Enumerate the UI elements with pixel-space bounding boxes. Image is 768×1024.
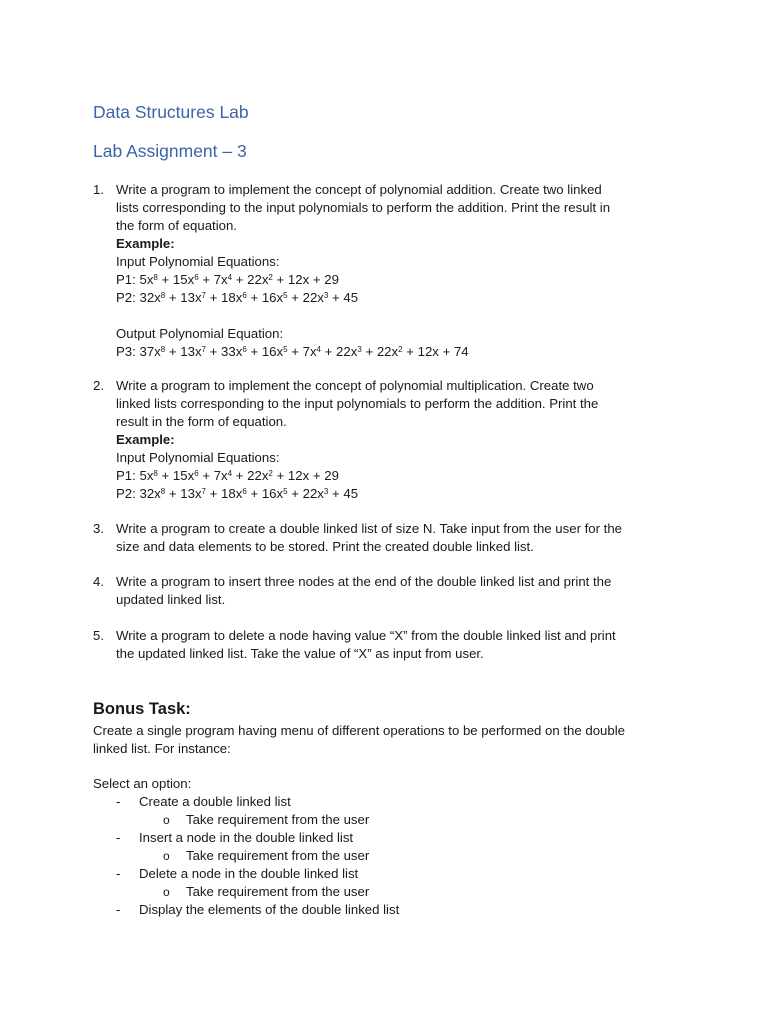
question-3 xyxy=(93,520,683,556)
question-5 xyxy=(93,627,683,663)
question-number: 1. xyxy=(93,182,104,197)
menu-option-label: Insert a node in the double linked list xyxy=(139,830,354,845)
bonus-description-line: Create a single program having menu of different operations to be performed on the double xyxy=(93,723,625,738)
question-text-line: the form of equation. xyxy=(116,218,237,233)
question-text-line: result in the form of equation. xyxy=(116,414,287,429)
question-2 xyxy=(93,377,683,503)
question-text-line: updated linked list. xyxy=(116,592,226,607)
dash-bullet: - xyxy=(116,902,121,917)
menu-option-label: Display the elements of the double linked list xyxy=(139,902,400,917)
input-label: Input Polynomial Equations: xyxy=(116,254,280,269)
question-text-line: Write a program to implement the concept of polynomial multiplication. Create two xyxy=(116,378,594,393)
select-option-label: Select an option: xyxy=(93,776,192,791)
question-text-line: Write a program to insert three nodes at the end of the double linked list and print the xyxy=(116,574,612,589)
bonus-description xyxy=(93,722,625,758)
assignment-subtitle: Lab Assignment – 3 xyxy=(93,141,247,161)
input-label: Input Polynomial Equations: xyxy=(116,450,280,465)
question-text-line: lists corresponding to the input polynomials to perform the addition. Print the result in xyxy=(116,200,611,215)
polynomial-p3: P3: $37x^8 + 13x^7 + 33x^6 + 16x^5 + 7x^4 + 22x^3 + 22x^2 + 12x + 74$ xyxy=(116,344,469,359)
question-1 xyxy=(93,181,683,361)
question-number: 4. xyxy=(93,574,104,589)
dash-bullet: - xyxy=(116,866,121,881)
circle-bullet-icon: o xyxy=(163,849,170,863)
output-label: Output Polynomial Equation: xyxy=(116,326,284,341)
sub-option-label: Take requirement from the user xyxy=(186,812,370,827)
question-text-line: the updated linked list. Take the value of “X” as input from user. xyxy=(116,646,484,661)
sub-option-label: Take requirement from the user xyxy=(186,884,370,899)
bonus-description-line: linked list. For instance: xyxy=(93,741,231,756)
question-text-line: linked lists corresponding to the input polynomials to perform the addition. Print the xyxy=(116,396,599,411)
polynomial-p2: P2: $32x^8 + 13x^7 + 18x^6 + 16x^5 + 22x^3 + 45$ xyxy=(116,290,359,305)
document-title: Data Structures Lab xyxy=(93,102,249,122)
circle-bullet-icon: o xyxy=(163,813,170,827)
question-number: 5. xyxy=(93,628,104,643)
example-label: Example: xyxy=(116,432,175,447)
question-number: 2. xyxy=(93,378,104,393)
spacer xyxy=(116,307,683,325)
question-text-line: Write a program to create a double linked list of size N. Take input from the user for the xyxy=(116,521,623,536)
dash-bullet: - xyxy=(116,794,121,809)
dash-bullet: - xyxy=(116,830,121,845)
question-number: 3. xyxy=(93,521,104,536)
question-text-line: size and data elements to be stored. Print the created double linked list. xyxy=(116,539,534,554)
menu-option-label: Create a double linked list xyxy=(139,794,291,809)
question-text-line: Write a program to implement the concept of polynomial addition. Create two linked xyxy=(116,182,602,197)
polynomial-p1: P1: $5x^8 + 15x^6 + 7x^4 + 22x^2 + 12x + 29$ xyxy=(116,468,339,483)
circle-bullet-icon: o xyxy=(163,885,170,899)
polynomial-p2: P2: $32x^8 + 13x^7 + 18x^6 + 16x^5 + 22x^3 + 45$ xyxy=(116,486,359,501)
question-4 xyxy=(93,573,683,609)
menu-option-label: Delete a node in the double linked list xyxy=(139,866,359,881)
sub-option-label: Take requirement from the user xyxy=(186,848,370,863)
example-label: Example: xyxy=(116,236,175,251)
question-text-line: Write a program to delete a node having value “X” from the double linked list and print xyxy=(116,628,616,643)
polynomial-p1: P1: $5x^8 + 15x^6 + 7x^4 + 22x^2 + 12x + 29$ xyxy=(116,272,339,287)
bonus-task-heading: Bonus Task: xyxy=(93,700,191,718)
